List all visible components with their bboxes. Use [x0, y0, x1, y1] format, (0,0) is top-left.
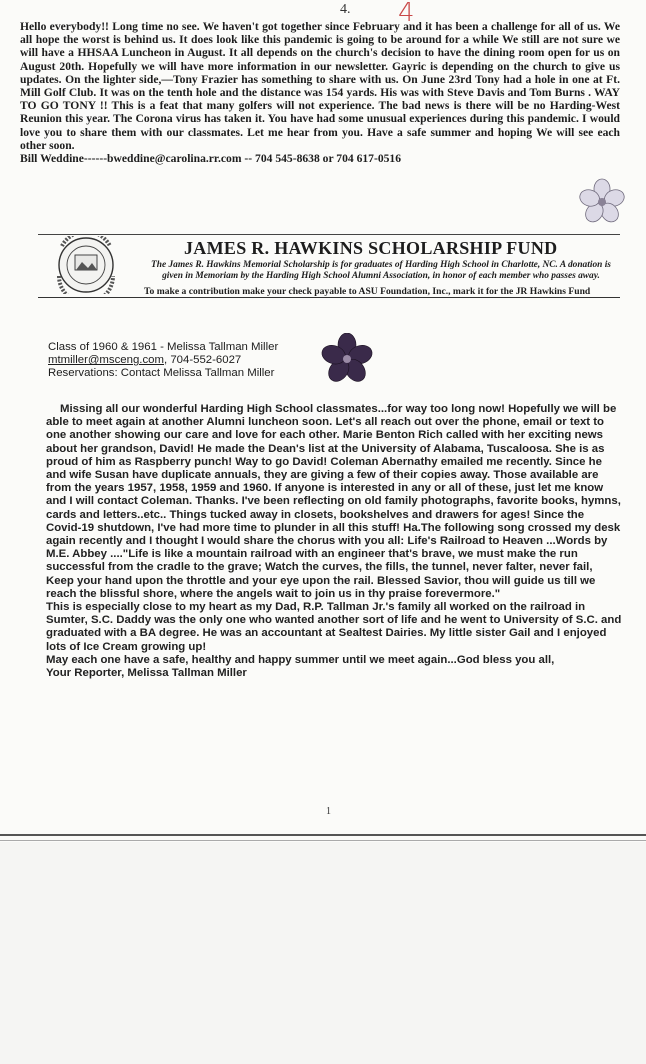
dark-flower-icon: [318, 333, 376, 385]
report-signature: Your Reporter, Melissa Tallman Miller: [46, 667, 247, 680]
blank-scan-area: [0, 842, 646, 1064]
fund-contribution-note: To make a contribution make your check payable to ASU Foundation, Inc., mark it for the JR Hawkins Fund: [144, 286, 591, 297]
page-edge: [0, 834, 646, 836]
page-edge-shadow: [0, 840, 646, 841]
fund-title: JAMES R. HAWKINS SCHOLARSHIP FUND: [184, 238, 558, 258]
reporter-email-link[interactable]: mtmiller@msceng.com: [48, 354, 164, 367]
pale-flower-icon: [578, 178, 626, 226]
fund-description: The James R. Hawkins Memorial Scholarship is for graduates of Harding High School in Charlotte, NC. A donation is given in Memoriam by the Harding High School Alumni Association, in honor of each member who passes away.: [151, 260, 611, 281]
university-seal-icon: [42, 236, 130, 294]
page-number: 1: [326, 806, 331, 817]
intro-signoff: Bill Weddine------bweddine@carolina.rr.com -- 704 545-8638 or 704 617-0516: [20, 152, 402, 166]
report-paragraph-1: Missing all our wonderful Harding High School classmates...for way too long now! Hopefully we will be able to meet again at another Alumni luncheon soon. Let's all reach out over the phone, email or text to one another showing our care and love for each other. Marie Benton Rich called with her exciting news about her grandson, David! He made the Dean's list at the University of Alabama, Tuscaloosa. She is as proud of him as Raspberry punch! Way to go David! Coleman Abernathy emailed me recently. Since he and wife Susan have duplicate annuals, they are giving a few of their copies away. Those available are from the years 1957, 1958, 1959 and 1960. If anyone is interested in any or all of these, just let me know and I will contact Coleman. Thanks. I've been reflecting on old family photographs, favorite books, hymns, cards and letters..etc.. Things tucked away in closets, bookshelves and drawers for ages! Since the Covid-19 shutdown, I've had more time to plunder in all this stuff! Ha.The following song crossed my desk again recently and I thought I would share the chorus with you all: Life's Railroad to Heaven ...Words by M.E. Abbey ...."Life is like a mountain railroad with an engineer that's brave, we must make the run successful from the cradle to the grave; Watch the curves, the fills, the tunnel, never falter, never fail, Keep your hand upon the throttle and your eye upon the rail. Blessed Savior, thou will guide us till we reach the blissful shore, where the angels wait to join us in thy praise forevermore.": [46, 403, 621, 600]
handwritten-page-number: 4: [398, 0, 415, 28]
page-mark: 4.: [340, 2, 351, 17]
section-divider-top: [38, 234, 620, 235]
reporter-phone: , 704-552-6027: [164, 354, 242, 367]
reservations-line: Reservations: Contact Melissa Tallman Miller: [48, 367, 275, 380]
intro-text: Hello everybody!! Long time no see. We haven't got together since February and it has been a challenge for all of us. We all hope the worst is behind us. It does look like this pandemic is going to be around for a while We still are not sure we will have a HHSAA Luncheon in August. It all depends on the church's decision to have the dining room open for us on August 20th. Hopefully we will have more information in our newsletter. Gayric is depending on the church to give us updates. On the lighter side,—Tony Frazier has something to share with us. On June 23rd Tony had a hole in one at Ft. Mill Golf Club. It was on the tenth hole and the distance was 154 yards. His was with Steve Davis and Tom Burns . WAY TO GO TONY !! This is a feat that many golfers will not experience. The bad news is there will be no Harding-West Reunion this year. The Corona virus has taken it. You have had some unusual experiences during this pandemic. I would love you to share them with our classmates. Let me hear from you. Have a safe summer and hoping We will see each other soon.: [20, 20, 620, 152]
class-heading: Class of 1960 & 1961 - Melissa Tallman Miller: [48, 341, 279, 353]
report-paragraph-3: May each one have a safe, healthy and happy summer until we meet again...God bless you all,: [46, 653, 555, 666]
class-reporter-header: [48, 341, 278, 381]
report-paragraph-2: This is especially close to my heart as my Dad, R.P. Tallman Jr.'s family all worked on the railroad in Sumter, S.C. Daddy was the only one who wanted another sort of life and he went to University of S.C. and graduated with a BA degree. He was an accountant at Sealtest Dairies. My little sister Gail and I enjoyed lots of Ice Cream growing up!: [46, 601, 622, 653]
class-report-body: [46, 403, 622, 680]
intro-letter: [20, 20, 620, 165]
contact-line: [48, 354, 278, 367]
section-divider-bottom: [38, 297, 620, 298]
